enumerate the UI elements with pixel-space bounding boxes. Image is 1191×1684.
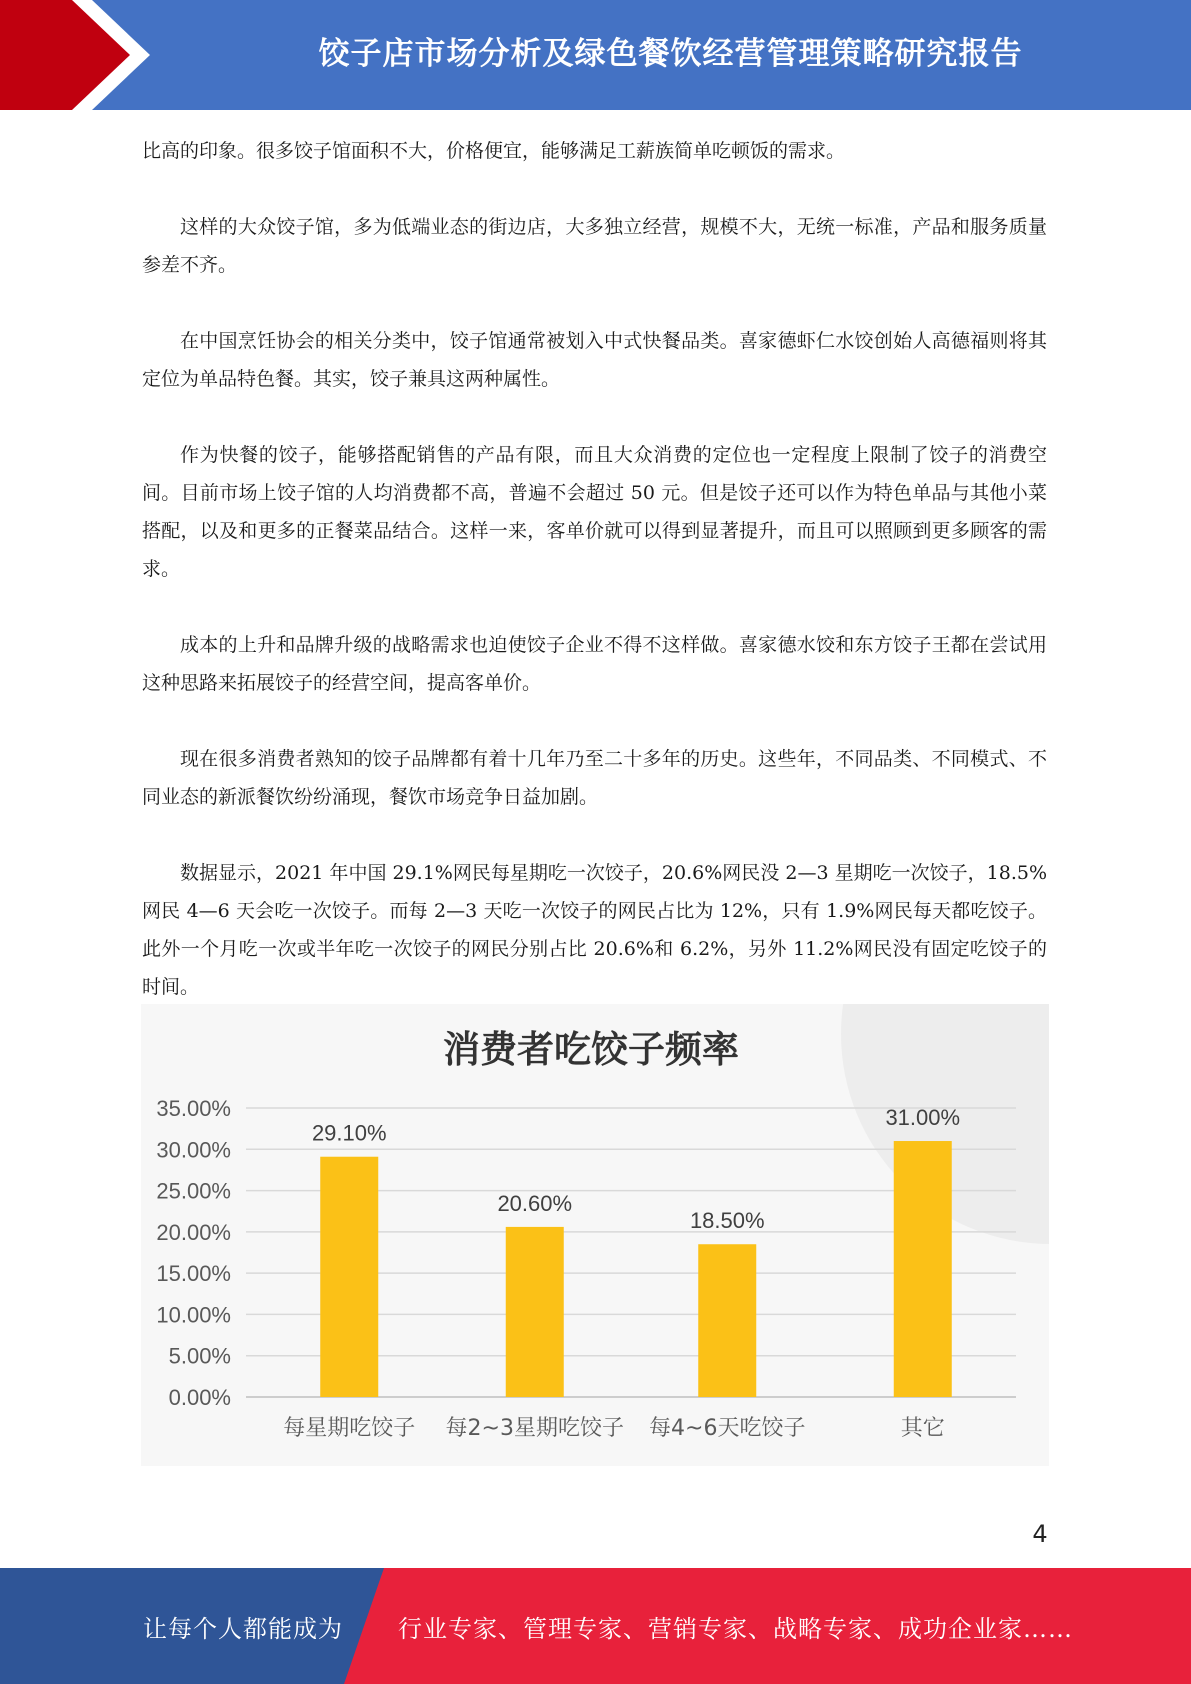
page-header: [0, 0, 1191, 110]
bar: [894, 1141, 952, 1397]
y-tick-label: 0.00%: [168, 1385, 231, 1410]
y-tick-label: 30.00%: [156, 1137, 231, 1163]
data-label: 29.10%: [311, 1120, 387, 1146]
paragraph: 比高的印象。很多饺子馆面积不大，价格便宜，能够满足工薪族简单吃顿饭的需求。: [142, 140, 846, 162]
paragraph: 现在很多消费者熟知的饺子品牌都有着十几年乃至二十多年的历史。这些年，不同品类、不同模式、不同业态的新派餐饮纷纷涌现，餐饮市场竞争日益加剧。: [142, 748, 1047, 808]
category-label: 每4~6天吃饺子: [649, 1416, 806, 1441]
bar: [698, 1244, 756, 1397]
body-text: [142, 132, 1047, 1006]
chart-title: 消费者吃饺子频率: [443, 1027, 739, 1071]
paragraph: 作为快餐的饺子，能够搭配销售的产品有限，而且大众消费的定位也一定程度上限制了饺子的消费空间。目前市场上饺子馆的人均消费都不高，普遍不会超过 50 元。但是饺子还可以作为特色单品与其他小菜搭配，以及和更多的正餐菜品结合。这样一来，客单价就可以得到显著提升，而且可以照顾到更多顾客的需求。: [142, 444, 1047, 580]
category-label: 每星期吃饺子: [283, 1416, 416, 1441]
footer-slogan-right: 行业专家、管理专家、营销专家、战略专家、成功企业家……: [398, 1614, 1073, 1643]
bar: [320, 1157, 378, 1397]
paragraph: 这样的大众饺子馆，多为低端业态的街边店，大多独立经营，规模不大，无统一标准，产品和服务质量参差不齐。: [142, 216, 1047, 276]
data-label: 20.60%: [497, 1190, 573, 1216]
y-tick-label: 20.00%: [156, 1219, 231, 1245]
report-title: 饺子店市场分析及绿色餐饮经营管理策略研究报告: [318, 35, 1023, 72]
data-label: 31.00%: [885, 1105, 961, 1131]
paragraph: 成本的上升和品牌升级的战略需求也迫使饺子企业不得不这样做。喜家德水饺和东方饺子王都在尝试用这种思路来拓展饺子的经营空间，提高客单价。: [142, 634, 1047, 694]
paragraph: 数据显示，2021 年中国 29.1%网民每星期吃一次饺子，20.6%网民没 2—3 星期吃一次饺子，18.5%网民 4—6 天会吃一次饺子。而每 2—3 天吃一次饺子的网民占比为 12%，只有 1.9%网民每天都吃饺子。此外一个月吃一次或半年吃一次饺子的网民分别占比 20.6%和 6.2%，另外 11.2%网民没有固定吃饺子的时间。: [142, 862, 1047, 998]
page-number: 4: [1032, 1520, 1048, 1548]
y-tick-label: 25.00%: [156, 1178, 231, 1204]
y-tick-label: 5.00%: [168, 1343, 231, 1369]
data-label: 18.50%: [689, 1208, 765, 1234]
header-chevron-red: [0, 0, 140, 110]
category-label: 每2~3星期吃饺子: [445, 1416, 624, 1441]
bar: [506, 1227, 564, 1397]
y-tick-label: 35.00%: [156, 1096, 231, 1121]
y-tick-label: 10.00%: [156, 1302, 231, 1328]
footer-slogan-left: 让每个人都能成为: [143, 1614, 343, 1643]
category-label: 其它: [900, 1416, 945, 1441]
frequency-bar-chart: [141, 1004, 1049, 1466]
chart-svg: [141, 1004, 1049, 1466]
y-tick-label: 15.00%: [156, 1261, 231, 1287]
page-footer: [0, 1568, 1191, 1684]
paragraph: 在中国烹饪协会的相关分类中，饺子馆通常被划入中式快餐品类。喜家德虾仁水饺创始人高德福则将其定位为单品特色餐。其实，饺子兼具这两种属性。: [142, 330, 1047, 390]
